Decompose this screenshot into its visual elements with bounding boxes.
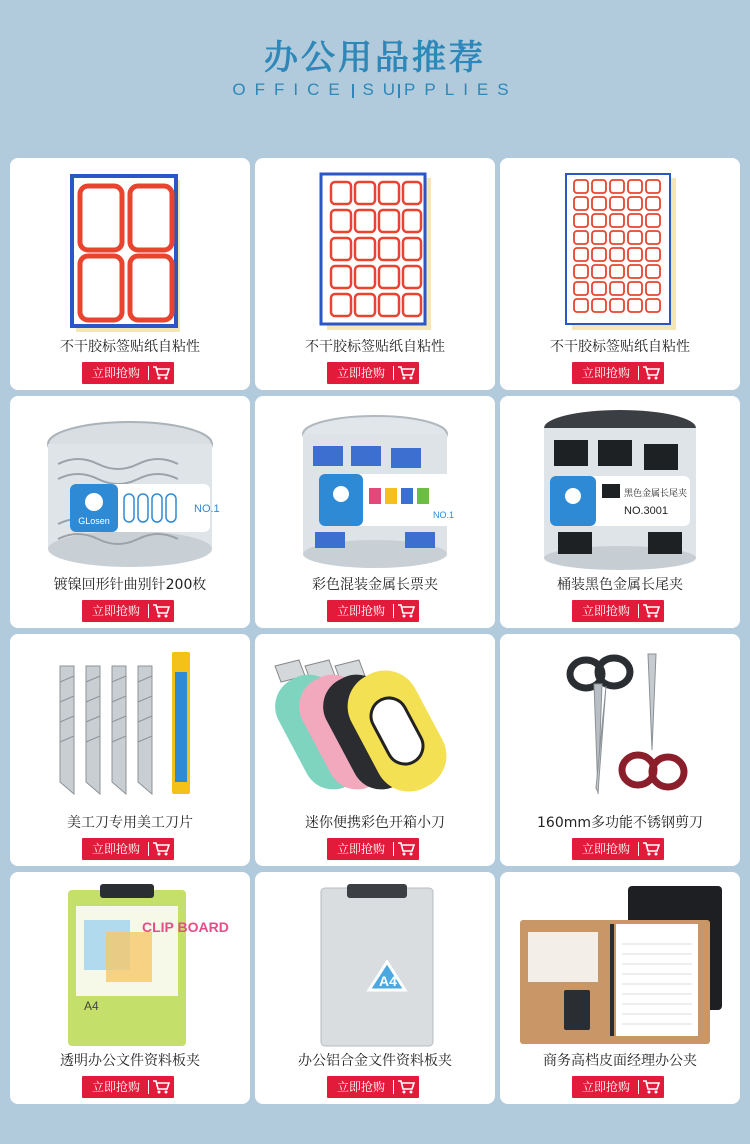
buy-button-label: 立即抢购	[92, 842, 141, 856]
clip-board-text: CLIP BOARD	[142, 919, 229, 935]
buy-now-button[interactable]	[572, 600, 664, 622]
paper-clip-tub-image	[10, 404, 250, 572]
buy-button-label: 立即抢购	[92, 1080, 141, 1094]
product-name: 不干胶标签贴纸自粘性	[550, 339, 690, 355]
divider	[393, 1080, 394, 1094]
buy-button-label: 立即抢购	[582, 842, 631, 856]
cart-icon	[642, 1079, 660, 1095]
binder-clip-no: NO.3001	[624, 505, 669, 517]
product-card[interactable]	[255, 634, 495, 866]
page-title: 办公用品推荐	[264, 38, 486, 78]
product-name: 商务高档皮面经理办公夹	[543, 1053, 697, 1069]
buy-button-label: 立即抢购	[582, 366, 631, 380]
cart-icon	[152, 365, 170, 381]
buy-now-button[interactable]	[327, 838, 419, 860]
buy-now-button[interactable]	[82, 1076, 174, 1098]
buy-now-button[interactable]	[572, 362, 664, 384]
brand-text: GLosen	[78, 516, 110, 526]
buy-now-button[interactable]	[82, 838, 174, 860]
buy-now-button[interactable]	[572, 838, 664, 860]
label-sticker-large-image	[10, 166, 250, 334]
cart-icon	[397, 1079, 415, 1095]
product-name: 迷你便携彩色开箱小刀	[305, 815, 445, 831]
cart-icon	[152, 603, 170, 619]
product-card[interactable]	[255, 396, 495, 628]
product-card[interactable]	[500, 872, 740, 1104]
divider	[638, 366, 639, 380]
divider	[638, 604, 639, 618]
buy-button-label: 立即抢购	[337, 604, 386, 618]
buy-now-button[interactable]	[327, 1076, 419, 1098]
product-name: 不干胶标签贴纸自粘性	[305, 339, 445, 355]
product-name: 不干胶标签贴纸自粘性	[60, 339, 200, 355]
binder-clip-label: 黑色金属长尾夹	[624, 489, 688, 499]
a4-text: A4	[84, 999, 99, 1013]
cart-icon	[642, 365, 660, 381]
buy-now-button[interactable]	[572, 1076, 664, 1098]
clip-tub-label: NO.1	[433, 510, 455, 520]
leather-portfolio-image	[500, 880, 740, 1048]
divider	[148, 604, 149, 618]
buy-now-button[interactable]	[327, 600, 419, 622]
product-name: 桶装黑色金属长尾夹	[557, 577, 683, 593]
black-binder-clip-tub-image	[500, 404, 740, 572]
product-name: 透明办公文件资料板夹	[60, 1053, 200, 1069]
clip-tub-label: NO.1	[194, 503, 220, 515]
cart-icon	[642, 841, 660, 857]
product-card[interactable]	[500, 158, 740, 390]
product-card[interactable]	[10, 634, 250, 866]
utility-blades-image	[10, 642, 250, 810]
divider	[393, 604, 394, 618]
cart-icon	[152, 1079, 170, 1095]
product-card[interactable]	[255, 872, 495, 1104]
product-name: 镀镍回形针曲别针200枚	[53, 577, 207, 593]
cart-icon	[397, 365, 415, 381]
product-card[interactable]	[500, 396, 740, 628]
cart-icon	[642, 603, 660, 619]
divider	[638, 1080, 639, 1094]
scissors-image	[500, 642, 740, 810]
buy-button-label: 立即抢购	[92, 604, 141, 618]
buy-now-button[interactable]	[82, 600, 174, 622]
divider	[148, 366, 149, 380]
product-name: 160mm多功能不锈钢剪刀	[537, 815, 703, 831]
product-card[interactable]	[10, 872, 250, 1104]
label-sticker-medium-image	[255, 166, 495, 334]
buy-button-label: 立即抢购	[582, 1080, 631, 1094]
mini-box-cutters-image	[255, 642, 495, 810]
buy-now-button[interactable]	[327, 362, 419, 384]
product-card[interactable]	[500, 634, 740, 866]
cart-icon	[397, 841, 415, 857]
divider	[148, 842, 149, 856]
buy-button-label: 立即抢购	[582, 604, 631, 618]
buy-button-label: 立即抢购	[337, 1080, 386, 1094]
product-name: 办公铝合金文件资料板夹	[298, 1053, 452, 1069]
product-card[interactable]	[255, 158, 495, 390]
product-card[interactable]	[10, 396, 250, 628]
header	[0, 0, 750, 150]
label-sticker-small-image	[500, 166, 740, 334]
buy-button-label: 立即抢购	[337, 366, 386, 380]
color-binder-clip-tub-image	[255, 404, 495, 572]
buy-button-label: 立即抢购	[337, 842, 386, 856]
product-name: 彩色混装金属长票夹	[312, 577, 438, 593]
divider	[148, 1080, 149, 1094]
page-subtitle: OFFICE SUPPLIES	[232, 80, 518, 99]
a4-text: A4	[379, 973, 397, 989]
buy-now-button[interactable]	[82, 362, 174, 384]
clear-clipboard-image	[10, 880, 250, 1048]
divider	[393, 366, 394, 380]
aluminum-clipboard-image	[255, 880, 495, 1048]
product-grid	[10, 158, 740, 1134]
divider	[638, 842, 639, 856]
divider	[393, 842, 394, 856]
cart-icon	[152, 841, 170, 857]
product-name: 美工刀专用美工刀片	[67, 815, 193, 831]
product-card[interactable]	[10, 158, 250, 390]
cart-icon	[397, 603, 415, 619]
buy-button-label: 立即抢购	[92, 366, 141, 380]
